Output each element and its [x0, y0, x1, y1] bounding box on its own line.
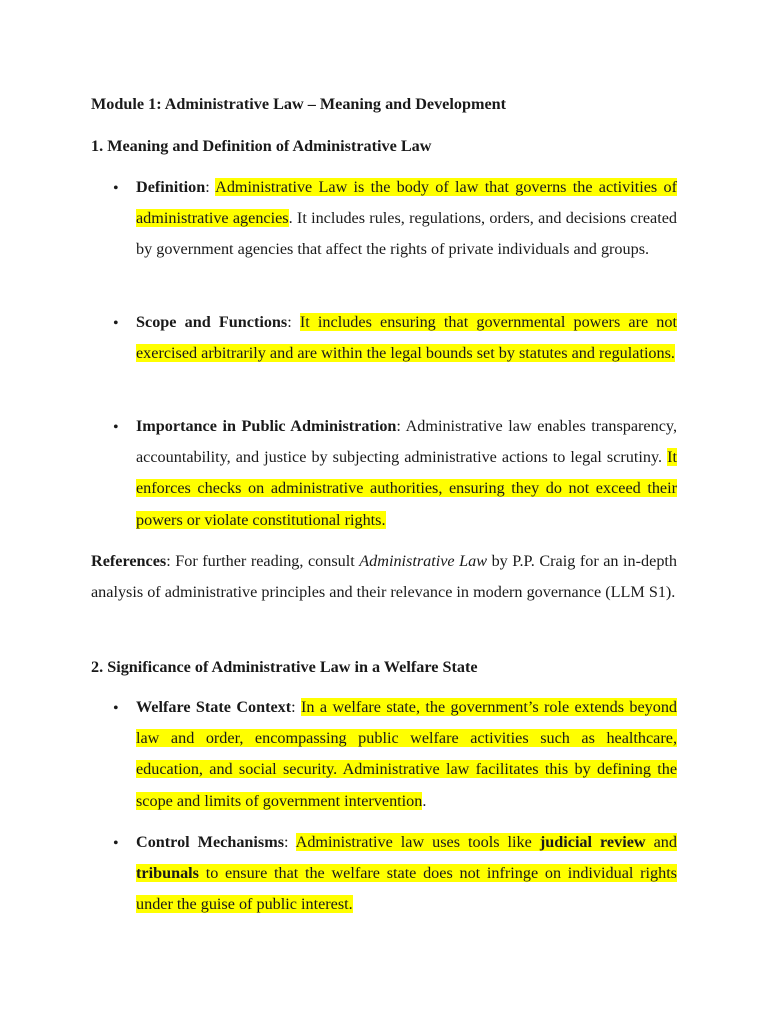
body-text: Administrative law enables transparency, accountability, and justice by subjecting administrative actions to legal scrutiny. — [136, 417, 677, 467]
bullet-importance: • — [113, 419, 119, 436]
term-control-mechanisms: Control Mechanisms — [136, 833, 285, 851]
term-separator: : — [284, 833, 296, 851]
term-separator: : — [396, 417, 406, 435]
highlighted-text: It includes ensuring that governmental powers are not exercised arbitrarily and are within the legal bounds set by statutes and regulations. — [136, 313, 677, 363]
bullet-control-mechanisms: • — [113, 835, 119, 852]
references-book-title: Administrative Law — [359, 552, 488, 570]
references-separator: : — [166, 552, 176, 570]
highlighted-text: In a welfare state, the government’s role extends beyond law and order, encompassing public welfare activities such as healthcare, education, and social security. Administrative law facilitates this by defining the scope and limits of government intervention — [136, 698, 678, 810]
body-text: . It includes rules, regulations, orders, and decisions created by government agencies that affect the rights of private individuals and groups. — [136, 209, 677, 259]
highlighted-text: Administrative law uses tools like — [295, 833, 540, 851]
term-separator: : — [287, 313, 300, 331]
bullet-scope: • — [113, 315, 119, 332]
module-title: Module 1: Administrative Law – Meaning and Development — [91, 95, 507, 113]
list-item-welfare-context — [136, 692, 677, 817]
bullet-welfare-context: • — [113, 700, 119, 717]
section-1-heading: 1. Meaning and Definition of Administrative Law — [91, 137, 432, 155]
highlighted-text: to ensure that the welfare state does not infringe on individual rights under the guise of public interest. — [136, 864, 677, 914]
references-text-before: For further reading, consult — [175, 552, 360, 570]
term-separator: : — [291, 698, 302, 716]
term-welfare-context: Welfare State Context — [136, 698, 292, 716]
list-item-scope-functions — [136, 307, 677, 369]
references-text-after: by P.P. Craig for an in-depth analysis of administrative principles and their relevance in modern governance (LLM S1). — [91, 552, 678, 602]
term-importance: Importance in Public Administration — [136, 417, 397, 435]
term-definition: Definition — [136, 178, 206, 196]
references-paragraph — [91, 546, 677, 608]
body-text: . — [422, 791, 427, 810]
list-item-importance — [136, 411, 677, 536]
list-item-definition — [136, 172, 677, 266]
bullet-definition: • — [113, 180, 119, 197]
section-2-heading: 2. Significance of Administrative Law in a Welfare State — [91, 658, 478, 676]
term-scope-functions: Scope and Functions — [136, 313, 288, 331]
list-item-control-mechanisms — [136, 827, 677, 921]
term-separator: : — [205, 178, 216, 196]
highlighted-text: and — [645, 833, 677, 851]
highlighted-text: It enforces checks on administrative authorities, ensuring they do not exceed their powers or violate constitutional rights. — [136, 448, 677, 529]
highlighted-bold-tribunals: tribunals — [136, 864, 199, 883]
highlighted-bold-judicial-review: judicial review — [539, 833, 646, 851]
references-label: References — [91, 552, 167, 570]
highlighted-text: Administrative Law is the body of law that governs the activities of administrative agencies — [136, 178, 677, 228]
